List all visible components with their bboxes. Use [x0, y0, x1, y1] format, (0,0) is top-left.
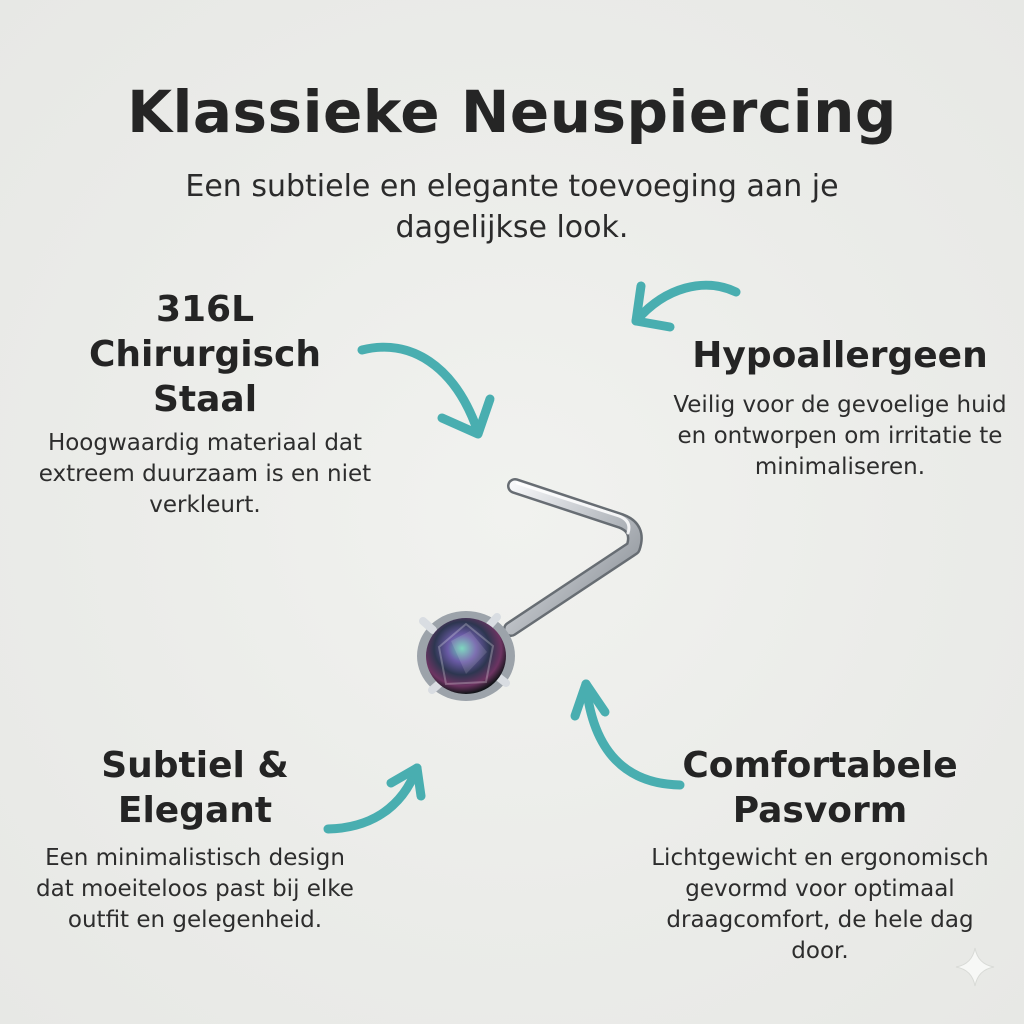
curved-arrow-icon	[362, 347, 490, 434]
feature-comfort-title-line-1: Comfortabele	[682, 745, 958, 786]
page-title: Klassieke Neuspiercing	[127, 78, 897, 146]
curved-arrow-icon	[636, 285, 736, 327]
nose-piercing-image	[400, 455, 670, 715]
feature-comfort-description: Lichtgewicht en ergonomisch gevormd voor optimaal draagcomfort, de hele dag door.	[651, 845, 989, 964]
feature-elegant-title	[30, 743, 360, 833]
feature-elegant-description: Een minimalistisch design dat moeiteloos past bij elke outfit en gelegenheid.	[36, 845, 354, 933]
feature-hypoallergenic-description: Veilig voor de gevoelige huid en ontworpen om irritatie te minimaliseren.	[673, 392, 1007, 480]
gem-setting	[417, 611, 515, 701]
feature-material-title-line-3: Staal	[152, 379, 258, 420]
feature-material-description: Hoogwaardig materiaal dat extreem duurzaam is en niet verkleurt.	[38, 430, 372, 518]
feature-elegant-title-line-2: Elegant	[117, 790, 273, 831]
feature-elegant	[30, 743, 360, 936]
feature-material-title-line-1: 316L	[155, 289, 255, 330]
page-subtitle: Een subtiele en elegante toevoeging aan je dagelijkse look.	[185, 169, 839, 245]
feature-comfort-title	[640, 743, 1000, 833]
feature-material	[30, 287, 380, 521]
sparkle-icon	[953, 945, 997, 989]
feature-hypoallergenic	[665, 333, 1015, 483]
feature-comfort-title-line-2: Pasvorm	[732, 790, 908, 831]
feature-comfort	[640, 743, 1000, 967]
feature-hypoallergenic-title: Hypoallergeen	[692, 335, 988, 376]
piercing-pin	[511, 483, 635, 629]
feature-material-title-line-2: Chirurgisch	[88, 334, 322, 375]
feature-elegant-title-line-1: Subtiel &	[101, 745, 289, 786]
feature-material-title	[30, 287, 380, 422]
